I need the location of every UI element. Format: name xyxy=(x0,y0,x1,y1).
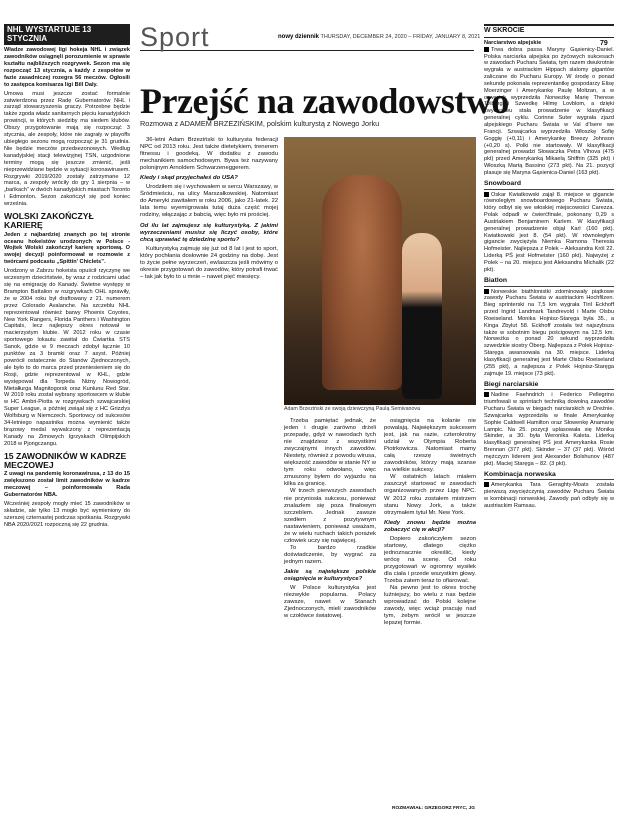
brief-text-nhl: Umowa musi jeszcze zostać formalnie zatwierdzona przez Radę Gubernatorów NHL i zarząd stowarzyszenia graczy. Potrzebne będzie także zgoda władz sanitarnych pięciu kanadyjskich prowincji, w których siedziby ma siedem klubów. Obszy przygotowanie mają się rozpocząć 3 stycznia, ale zespoły, które nie zagrały w playoffs ubiegłego sezonu mogą rozpocząć je 31 grudnia. Nie będzie meczów przedsezonowych. Według kanadyjskiej stacji telewizyjnej TSN, uzgodnione terminy mogą się jeszcze zmienić, jeśli nieprzewidziane będzie w sytuacji koronawirusem. Rozgrywki 2019/2020 zostały zatrzymane 12 marca, a zespoły wróciły do gry 1 sierpnia – w „bańkach” w dwóch kanadyjskich miastach Toronto i Edmonton. Sezon zakończył się pod koniec września. xyxy=(4,90,130,208)
section-header xyxy=(140,22,481,52)
bullet-square-icon xyxy=(484,192,489,197)
article-paragraph: Trzeba pamiętać jednak, że jeden i drugie zarówno drżeli przepadę, gdyż w nawodach tych nie znajdziesz z wszystkimi zwyczajnymi innych zawodów. Niestety, również z powodu wirusa, większość zawodów w stanie NY w tym roku odwołano, więc zmuszony byłem do wyjazdu na kilka za granicę. xyxy=(284,418,376,488)
brief-lead-nhl: Władze zawodowej ligi hokeja NHL i związek zawodników osiągnęli porozumienie w sprawie kształtu najbliższych rozgrywek. Sezon ma się rozpocząć 13 stycznia, a każdy z zespołów w fazie zasadniczej rozegra 56 meczów. Ogłosili to zastępca komisarza ligi Bill Daly. xyxy=(4,47,130,88)
brief-title-snowboard: Snowboard xyxy=(484,181,614,190)
dateline xyxy=(278,34,480,40)
article-paragraph: W ostatnich latach miałem zaszczyt startować w zawodach organizowanych przez Ligę NPC. W 2012 roku zostałem mistrzem stanu Nowy Jork, a także otrzymałem tytuł Mr. New York. xyxy=(384,474,476,516)
photo-caption: Adam Brzeziński ze swoją dziewczyną Paulą Semivanova xyxy=(284,406,421,412)
brief-lead-nba: Z uwagi na pandemię koronawirusa, z 13 do 15 zwiększono został limit zawodników w kadrze meczowej – poinformowała Rada Gubernatorów NBA. xyxy=(4,471,130,499)
photo-bodybuilder xyxy=(322,175,402,390)
left-briefs-column xyxy=(4,24,130,531)
brief-title-nordic: Kombinacja norweska xyxy=(484,472,614,481)
right-briefs-column xyxy=(484,24,614,512)
article-paragraph: W trzech pierwszych zawodach nie przyniosła sukcesu, ponieważ znalazłem się poza finałowym szczeblem. Jednak zawsze szedłem z pozytywnym nastawieniem, ponieważ uważam, że w wielu ruchach takich porażek człowiek uczy się najwięcej. xyxy=(284,488,376,544)
brief-title-crosscountry: Biegi narciarskie xyxy=(484,382,614,391)
brief-text-nordic: Amerykanka Tara Geraghty-Moats została pierwszą zwyciężczynią zawodów Pucharu Świata w kombinacji norweskiej. Zawody pań odbyły się w austriackim Ramsau. xyxy=(484,482,614,509)
brief-title-nba: 15 ZAWODNIKÓW W KADRZE MECZOWEJ xyxy=(4,450,127,470)
article-paragraph: Na pewno jest to okres trochę luźniejszy, bo wielu z nas będzie wprowadzać do Polski kolejne zawody, więc wciąż pracuję nad tym, żebym wrócił w jeszcze lepszej formie. xyxy=(384,585,476,627)
article-photo xyxy=(284,137,476,405)
article-paragraph: Urodziłem się i wychowałem w sercu Warszawy, w Śródmieściu, na ulicy Marszałkowskiej. Natomiast do Ameryki zawitałem w roku 2006, jako 21-latek. 22 lata temu wyemigrowała tutaj duża część mojej rodziny, włączając z babcią, więc było mi prościej. xyxy=(140,184,278,219)
article-subtitle: Rozmowa z ADAMEM BRZEZIŃSKIM, polskim kulturystą z Nowego Jorku xyxy=(140,119,380,128)
article-column-3 xyxy=(384,418,476,627)
brief-text-biathlon: Norweskie biathlonistki zdominowały piątkowe zawody Pucharu Świata w austriackim Hochfilzen. Bieg sprinterski na 7,5 km wygrała Tiril Eckhoff przed Ingrid Landmark Tandrevold i Marte Olsbu Roeiseland. Monika Hojnisz-Staręga była 35., a Kinga Zbylut 58. Eckhoff została też najszybsza także w sobotnim biegu pościgowym na 12,5 km. Norweżka o ponad 20 sekund wyprzedziła szwedzkie siostry Öberg. Najlepsza z Polek Hojnisz-Staręga awansowała na 30. miejsce. Liderką klasyfikacji generalnej jest Marte Olsbu Roeiseland (255 pkt), a najlepsza z Polek Hojnisz-Staręga zajmuje 19. miejsce (73 pkt). xyxy=(484,288,614,377)
brief-body-nba xyxy=(4,471,130,528)
brief-title-biathlon: Biatlon xyxy=(484,278,614,287)
interview-question: Jakie są największe polskie osiągnięcia w kulturystyce? xyxy=(284,568,376,583)
brief-text-wolski: Urodzony w Zabrzu hokeista opuścił rzyczynę we wczesnym dzieciństwie, by wraz z rodzicami udać się na emigrację do Kanady. Świetne występy w Brampton Battalion w rozgrywkach OHL sprawiły, że w 2004 roku był draftowany z 21. numerem przez Colorado Avalanche. Na szczeblu NHL reprezentował również barwy Phoenix Coyotes, New York Rangers, Florida Panthers i Washington Capitals, lecz najlepszy okres notował w macierzystym klubie. W 2012 roku w czasie sportowego lokautu zawitał do Ćwiartka STS Sanok, gdzie w 9 meczach zdobył łącznie 10 punktów za 3 bramki oraz 7 asyst. Później powrócił ostatecznie do Stanów Zjednoczonych, ale było to do marca przed przeniesieniem się do Rosji, gdzie reprezentował w KHL, gdzie występował dla Torpeda Niżny Nowogród, Mietałłurga Magnitogorsk oraz Kunlunu Red Star. W 2019 roku został wybrany sportowcem w klubie w HC Ambri-Piotta w rozgrywkach szwajcarskiej Super League, a później zwiąał się z HC Grizzlys Wolfsburg w Niemczech. Sportowcy od sukcesów 34-letniego napastnika można wymienić także brązowy medal wywalczony z reprezentacją Kanady na Zimowych Igrzyskach Olimpijskich 2018 w Pjongczangu. xyxy=(4,268,130,447)
brief-text-crosscountry: Nadine Faehndrich i Federico Pellegrino triumfowali w sprintach techniką dowolną zawodów Pucharu Świata w biegach narciarskich w Dreźnie. Szwajcarka wyprzedziła w finale Amerykankę Sophie Caldwell Hamilton oraz Słowenkę Anamarię Lampic. Na 25. pozycji uplasowała się Monika Skinder, a 30. była Weronika Kaleta. Liderką klasyfikacji generalnej PŚ jest Amerykanka Rosie Brennan (377 pkt). Skinder – 37 (37 pkt). Wśród mężczyzn liderem jest Alexander Bolshunov (487 pkt). Maciej Staręga – 82. (3 pkt). xyxy=(484,392,614,467)
article-column-2 xyxy=(284,418,376,620)
article-byline: ROZMAWIAŁ: GRZEGORZ FRYC, JG xyxy=(392,806,475,811)
photo-girlfriend xyxy=(402,233,442,399)
brief-title-alpine: Narciarstwo alpejskie xyxy=(484,39,542,46)
brief-title-wolski: WOLSKI ZAKOŃCZYŁ KARIERĘ xyxy=(4,211,94,230)
brief-text-snowboard: Oskar Kwiatkowski zajął 8. miejsce w gigancie równoległym snowboardowego Pucharu Świata, który odbył się we włoskiej miejscowości Carezza. Polak odpadł w ćwierćfinale, pokonany 0,29 s Austriakiem Benjaminem Karlem. W klasyfikacji generalnej prowadzenie objął Karl (160 pkt). Kwiatkowski jest 8. (54 pkt). W równoległym gigancie zwyciężyła Niemka Ramona Theresia Hofmeister. Najlepsza z Polek – Aleksandra Król 22. Liderką PŚ jest Hofmeister (160 pkt). Najwyżej z Polek – na 20. miejscu jest Aleksandra Michalik (22 pkt). xyxy=(484,191,614,273)
interview-question: Od ilu lat zajmujesz się kulturystyką. Z jakimi wyrzeczeniami musisz się liczyć osoby, które chcą uprawiać tę dziedzinę sportu? xyxy=(140,222,278,243)
article-paragraph: Kulturystyką zajmuję się już od 8 lat i jest to sport, który pochłania dosłownie 24 godziny na dobę. Jest to życie pełne wyrzeczeń, ewlaszcza jeśli mówimy o okresie przygotowań do zawodów, który potrafi trwać – tak jak było to u mnie – nawet pięć miesięcy. xyxy=(140,245,278,280)
brief-lead-wolski: Jeden z najbardziej znanych po tej stronie oceanu hokeistów urodzonych w Polsce - Wojtek Wolski zakończył karierę sportową. O swojej decyzji poinformował w rozmowie z twórcami podcastu „Spittin’ Chiclets”. xyxy=(4,231,130,266)
interview-question: Kiedy i skąd przyjechałeś do USA? xyxy=(140,175,238,182)
section-title: Sport xyxy=(140,22,210,52)
article-column-1 xyxy=(140,137,278,281)
article-paragraph: W Polsce kulturystyka jest niezwykle popularna. Polacy zawsze, nawet w Stanach Zjednoczonych, mieli zawodników w czołówce światowej. xyxy=(284,585,376,620)
bullet-square-icon xyxy=(484,289,489,294)
brief-title-nhl: NHL WYSTARTUJE 13 STYCZNIA xyxy=(4,24,130,45)
brief-text-alpine: Trwa dobra passa Maryny Gąsienicy-Daniel. Polska narciarka alpejska po żyćowych sukcesach w zawodach Pucharu Świata, tym razem dwukrotnie wygrała w austriackim Hippach slalomy gigantów zaliczane do Pucharu Europy. W środę o ponad sekundę pokonała reprezentantkę gospodarzy Elisę Moerzinger i Amerykankę Paulę Moltzan, a w czwartek wyprzedziła Norweżkę Marię Therese Tviberg i Szwedkę Hilmę Lovblom, a dzięki zwycięstwu stała prowadzenie w klasyfikacji generalnej cyklu. Corinne Suter wygrała zjazd alpejskiego Pucharu Świata w Val d'Isere we Francji. Szwajcarka wyprzedziła Włoszkę Sofię Goggię (+0,11) i Amerykankę Breezy Johnson (+0,20 s). Polki nie startowały. W klasyfikacji generalnej prowadzi Słowaczka Petra Vlhova (475 pkt) przed Amerykanką Mikaelą Shiffrin (325 pkt) i Włoszką Martą Bassino (273 pkt). Na 21. pozycji plasuje się Maryna Gąsienica-Daniel (163 pkt). xyxy=(484,46,614,176)
article-title: Przejść na zawodowstwo xyxy=(140,81,509,121)
bullet-square-icon xyxy=(484,482,489,487)
issue-date: THURSDAY, DECEMBER 24, 2020 – FRIDAY, JANUARY 8, 2021 xyxy=(320,34,481,40)
brief-body-wolski xyxy=(4,232,130,448)
article-paragraph: To bardzo rzadkie doświadczenie, by wygrać za jednym razem. xyxy=(284,544,376,565)
brief-text-nba: Wcześniej zespoły mogły mieć 15 zawodników w składzie, ale tylko 13 mogło być wymieniony do szerszej czternastej podczas spotkania. Rozgrywki NBA 2020/2021 rozpoczną się 22 grudnia. xyxy=(4,500,130,528)
article-paragraph: 36-letni Adam Brzeziński to kulturysta federacji NPC od 2013 roku. Jest także dietetykiem, trenerem fitnessu i goodeką. W dodatku z zawodu mechanikiem samochodowym. Bywa też nazywany polonijnym Arnoldem Schwarzeneggerem. xyxy=(140,137,278,172)
briefs-header: W SKRÓCIE xyxy=(484,24,614,38)
paper-name: nowy dziennik xyxy=(278,34,320,40)
interview-question: Kiedy znowu będzie można zobaczyć cię w akcji? xyxy=(384,519,476,533)
article-paragraph: Dopiero zakończyłem sezon startowy, dlatego ciężko jednoznacznie określić, kiedy wrócę na scenę. Od roku przygotowań w ogromny wysiłek dla ciała i przede wszystkim głowy. Trzeba zatem teraz to ofiarować. xyxy=(384,535,476,585)
brief-body-nhl xyxy=(4,47,130,208)
bullet-square-icon xyxy=(484,47,489,52)
bullet-square-icon xyxy=(484,392,489,397)
article-paragraph: osiągnięcia na kolanie nie powalają. Największym sukcesem jest, jak na razie, czterokrotny udział w Olympia Roberta Piotrkowicza. Natomiast mamy całą rzeszę świetnych zawodników, którzy mają szanse na wielkie sukcesy. xyxy=(384,418,476,474)
page-number: 79 xyxy=(600,40,608,47)
